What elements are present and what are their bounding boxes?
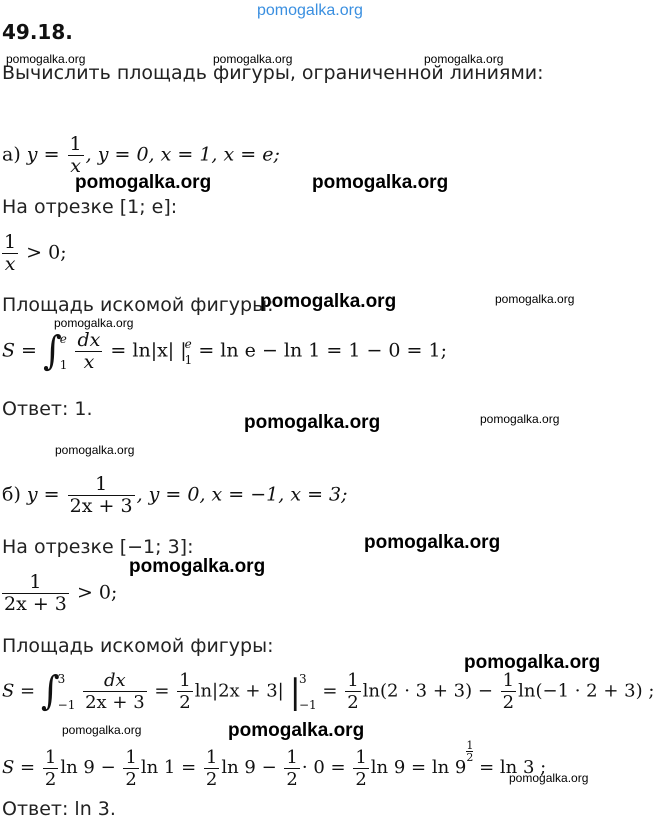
part-a-label: а) bbox=[2, 143, 21, 166]
part-b-inequality bbox=[0, 572, 117, 615]
watermark: pomogalka.org bbox=[6, 52, 86, 66]
numerator: dx bbox=[77, 329, 101, 351]
part-b-functions bbox=[2, 474, 348, 517]
exponent-fraction: $\frac{1}{2}$ bbox=[466, 739, 474, 764]
part-b-segment: На отрезке [−1; 3]: bbox=[2, 536, 194, 558]
problem-statement: Вычислить площадь фигуры, ограниченной линиями: bbox=[2, 62, 544, 84]
eval-bar: | bbox=[289, 671, 301, 712]
s-equals: S = bbox=[2, 339, 37, 362]
watermark: pomogalka.org bbox=[464, 652, 601, 673]
y-equals: y = bbox=[26, 483, 60, 506]
watermark: pomogalka.org bbox=[495, 292, 575, 306]
fraction-half: $\frac{1}{2}$ bbox=[347, 670, 359, 713]
part-a-segment: На отрезке [1; e]: bbox=[2, 196, 178, 218]
watermark: pomogalka.org bbox=[213, 52, 293, 66]
part-a-functions bbox=[2, 134, 280, 177]
part-b-area-label: Площадь искомой фигуры: bbox=[2, 635, 274, 657]
denominator: x bbox=[4, 253, 16, 275]
fraction bbox=[2, 232, 18, 275]
s-equals: S = bbox=[2, 680, 36, 702]
fraction bbox=[68, 134, 84, 177]
watermark: pomogalka.org bbox=[228, 720, 365, 741]
fraction bbox=[75, 330, 102, 373]
conditions: , y = 0, x = 1, x = e; bbox=[85, 143, 280, 166]
fraction-half: $\frac{1}{2}$ bbox=[205, 746, 218, 790]
inequality-rest: > 0; bbox=[26, 241, 67, 264]
denominator: 2x + 3 bbox=[69, 495, 133, 517]
eval-limits: e 1 bbox=[184, 336, 193, 367]
fraction bbox=[68, 474, 135, 517]
antiderivative: ln|2x + 3| bbox=[194, 680, 284, 702]
watermark: pomogalka.org bbox=[480, 412, 560, 426]
numerator: 1 bbox=[68, 474, 135, 496]
fraction-half: $\frac{1}{2}$ bbox=[125, 746, 137, 790]
inequality-rest: > 0; bbox=[76, 581, 118, 604]
term: ln(−1 · 2 + 3) ; bbox=[518, 680, 654, 702]
denominator: 2x + 3 bbox=[85, 692, 145, 713]
part-b-label: б) bbox=[2, 483, 21, 506]
part-a-integral bbox=[2, 330, 447, 373]
watermark: pomogalka.org bbox=[260, 291, 397, 312]
term: · 0 = bbox=[301, 757, 346, 778]
integral-limits: 3 −1 bbox=[57, 671, 76, 712]
denominator: x bbox=[70, 155, 81, 177]
term: ln 9 − bbox=[221, 757, 277, 778]
fraction-half: $\frac{1}{2}$ bbox=[286, 746, 298, 790]
watermark: pomogalka.org bbox=[312, 172, 449, 193]
part-a-inequality bbox=[0, 232, 67, 275]
term: ln 9 − bbox=[60, 757, 116, 778]
integral-sign: ∫ bbox=[40, 668, 60, 714]
denominator: x bbox=[83, 351, 95, 373]
term: ln 1 = bbox=[140, 757, 197, 778]
watermark: pomogalka.org bbox=[424, 52, 504, 66]
denominator: 2x + 3 bbox=[4, 593, 67, 615]
fraction-half: $\frac{1}{2}$ bbox=[502, 670, 515, 713]
integral-limits: e 1 bbox=[59, 331, 68, 372]
watermark: pomogalka.org bbox=[55, 443, 135, 457]
part-a-answer: Ответ: 1. bbox=[2, 398, 93, 420]
fraction bbox=[2, 572, 69, 615]
watermark: pomogalka.org bbox=[509, 771, 589, 785]
watermark: pomogalka.org bbox=[75, 172, 212, 193]
part-a-area-label: Площадь искомой фигуры: bbox=[2, 294, 274, 316]
conditions: , y = 0, x = −1, x = 3; bbox=[136, 483, 348, 506]
part-b-integral: S = ∫ 3 −1 $\frac{dx}{2x + 3}$ = $\frac{1}{2}$ ln|2x + 3| | 3 −1 = $\frac{1}{2}$ ln(2 · 3 + 3) − $\frac{1}{2}$ ln(−1 · 2 + 3) ; bbox=[2, 668, 654, 714]
term: ln 9 = ln 9 bbox=[370, 757, 467, 778]
watermark: pomogalka.org bbox=[62, 723, 142, 737]
watermark: pomogalka.org bbox=[244, 412, 381, 433]
fraction-half: $\frac{1}{2}$ bbox=[355, 746, 367, 790]
problem-number: 49.18. bbox=[2, 20, 73, 44]
part-b-answer: Ответ: ln 3. bbox=[2, 798, 116, 820]
term: ln(2 · 3 + 3) − bbox=[362, 680, 493, 702]
watermark: pomogalka.org bbox=[129, 556, 266, 577]
y-equals: y = bbox=[26, 143, 60, 166]
numerator: 1 bbox=[4, 231, 17, 253]
numerator: 1 bbox=[69, 133, 82, 155]
eval-limits: 3 −1 bbox=[298, 671, 317, 712]
term: = ln 3 ; bbox=[479, 757, 547, 778]
numerator: dx bbox=[83, 670, 147, 692]
watermark-top: pomogalka.org bbox=[257, 2, 363, 19]
watermark: pomogalka.org bbox=[364, 532, 501, 553]
part-b-result bbox=[2, 740, 546, 790]
fraction bbox=[83, 670, 147, 713]
s-equals: S = bbox=[2, 757, 36, 778]
fraction-half: $\frac{1}{2}$ bbox=[44, 746, 57, 790]
integral-result: = ln e − ln 1 = 1 − 0 = 1; bbox=[198, 339, 448, 362]
integral-sign: ∫ bbox=[43, 328, 62, 374]
watermark: pomogalka.org bbox=[54, 316, 134, 330]
fraction-half: $\frac{1}{2}$ bbox=[179, 670, 191, 713]
antiderivative: = ln|x| | bbox=[110, 339, 187, 362]
numerator: 1 bbox=[2, 572, 69, 594]
